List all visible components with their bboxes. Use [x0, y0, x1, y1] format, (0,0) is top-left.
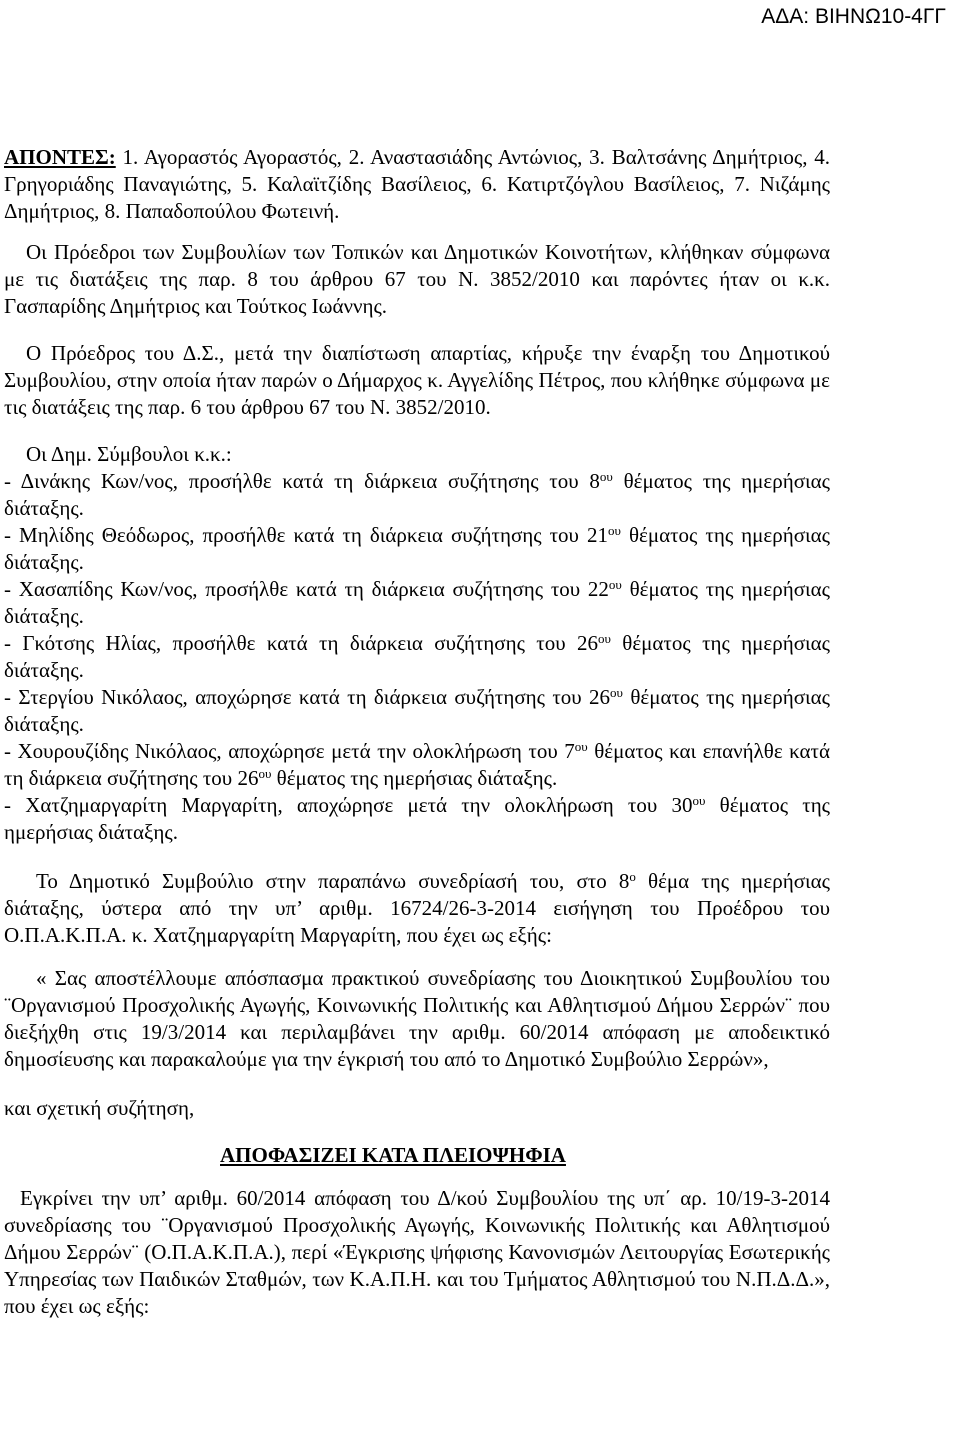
ordinal-suffix: ου	[574, 739, 588, 754]
councillors-intro: Οι Δημ. Σύμβουλοι κ.κ.:	[26, 442, 232, 466]
ordinal-suffix: ου	[597, 631, 611, 646]
ordinal-suffix: ου	[608, 577, 622, 592]
list-item	[4, 522, 830, 576]
absent-list: 1. Αγοραστός Αγοραστός, 2. Αναστασιάδης Αντώνιος, 3. Βαλτσάνης Δημήτριος, 4. Γρηγοριάδης Παναγιώτης, 5. Καλαϊτζίδης Βασίλειος, 6. Κατιρτζόγλου Βασίλειος, 7. Νιζάμης Δημήτριος, 8. Παπαδοπούλου Φωτεινή.	[4, 145, 830, 223]
ordinal-suffix: ου	[599, 469, 613, 484]
list-item-text: θέματος της ημερήσιας διάταξης.	[4, 523, 830, 574]
list-item	[4, 468, 830, 522]
list-item-text: - Χασαπίδης Κων/νος, προσήλθε κατά τη διάρκεια συζήτησης του 22	[4, 577, 609, 601]
list-item-text: θέματος της ημερήσιας διάταξης.	[4, 793, 830, 844]
chair-paragraph: Ο Πρόεδρος του Δ.Σ., μετά την διαπίστωση απαρτίας, κήρυξε την έναρξη του Δημοτικού Συμβουλίου, στην οποία ήταν παρών ο Δήμαρχος κ. Αγγελίδης Πέτρος, που κλήθηκε σύμφωνα με τις διατάξεις της παρ. 6 του άρθρου 67 του Ν. 3852/2010.	[4, 341, 830, 419]
council-paragraph	[4, 868, 830, 949]
list-item-text: - Μηλίδης Θεόδωρος, προσήλθε κατά τη διάρκεια συζήτησης του 21	[4, 523, 608, 547]
list-item-text: θέματος και επανήλθε κατά τη διάρκεια συζήτησης του 26	[4, 739, 830, 790]
list-item-text: - Δινάκης Κων/νος, προσήλθε κατά τη διάρκεια συζήτησης του 8	[4, 469, 600, 493]
absent-paragraph	[4, 144, 830, 225]
list-item-text: θέματος της ημερήσιας διάταξης.	[4, 685, 830, 736]
list-item	[4, 630, 830, 684]
ada-header: ΑΔΑ: ΒΙΗΝΩ10-4ΓΓ	[761, 5, 946, 28]
ordinal-suffix: ου	[258, 766, 272, 781]
document-body	[4, 144, 830, 1320]
list-item-text: θέματος της ημερήσιας διάταξης.	[4, 469, 830, 520]
ordinal-suffix: ου	[692, 793, 706, 808]
list-item-text: θέματος της ημερήσιας διάταξης.	[4, 577, 830, 628]
council-text: Το Δημοτικό Συμβούλιο στην παραπάνω συνεδρίασή του, στο 8	[36, 869, 630, 893]
ordinal-suffix: ου	[608, 523, 621, 538]
decision-heading: ΑΠΟΦΑΣΙΖΕΙ ΚΑΤΑ ΠΛΕΙΟΨΗΦΙΑ	[220, 1143, 566, 1167]
ordinal-suffix: ο	[629, 869, 636, 884]
list-item	[4, 684, 830, 738]
list-item	[4, 792, 830, 846]
list-item-text: - Χουρουζίδης Νικόλαος, αποχώρησε μετά την ολοκλήρωση του 7	[4, 739, 575, 763]
list-item	[4, 738, 830, 792]
approval-paragraph: Εγκρίνει την υπ’ αριθμ. 60/2014 απόφαση του Δ/κού Συμβουλίου της υπ΄ αρ. 10/19-3-2014 συνεδρίασης του ¨Οργανισμού Προσχολικής Αγωγής, Κοινωνικής Πολιτικής και Αθλητισμού Δήμου Σερρών¨ (Ο.Π.Α.Κ.Π.Α.), περί «Έγκρισης ψήφισης Κανονισμών Λειτουργίας Εσωτερικής Υπηρεσίας των Παιδικών Σταθμών, των Κ.Α.Π.Η. και του Τμήματος Αθλητισμού του Ν.Π.Δ.Δ.», που έχει ως εξής:	[4, 1186, 830, 1318]
presidents-paragraph: Οι Πρόεδροι των Συμβουλίων των Τοπικών και Δημοτικών Κοινοτήτων, κλήθηκαν σύμφωνα με τις διατάξεις της παρ. 8 του άρθρου 67 του Ν. 3852/2010 και παρόντες ήταν οι κ.κ. Γασπαρίδης Δημήτριος και Τούτκος Ιωάννης.	[4, 240, 830, 318]
discussion-line: και σχετική συζήτηση,	[4, 1096, 195, 1120]
list-item-text: θέματος της ημερήσιας διάταξης.	[4, 631, 830, 682]
list-item	[4, 576, 830, 630]
quote-paragraph: « Σας αποστέλλουμε απόσπασμα πρακτικού συνεδρίασης του Διοικητικού Συμβουλίου του ¨Οργανισμού Προσχολικής Αγωγής, Κοινωνικής Πολιτικής και Αθλητισμού Δήμου Σερρών¨ που διεξήχθη στις 19/3/2014 και περιλαμβάνει την αριθμ. 60/2014 απόφαση με αποδεικτικό δημοσίευσης και παρακαλούμε για την έγκρισή του από το Δημοτικό Συμβούλιο Σερρών»,	[4, 966, 830, 1071]
absent-label: ΑΠΟΝΤΕΣ:	[4, 145, 116, 169]
ordinal-suffix: ου	[610, 685, 623, 700]
list-item-text: - Στεργίου Νικόλαος, αποχώρησε κατά τη διάρκεια συζήτησης του 26	[4, 685, 611, 709]
council-text: θέμα της ημερήσιας διάταξης, ύστερα από την υπ’ αριθμ. 16724/26-3-2014 εισήγηση του Προέδρου του Ο.Π.Α.Κ.Π.Α. κ. Χατζημαργαρίτη Μαργαρίτη, που έχει ως εξής:	[4, 869, 830, 947]
list-item-text: - Γκότσης Ηλίας, προσήλθε κατά τη διάρκεια συζήτησης του 26	[4, 631, 598, 655]
list-item-text: θέματος της ημερήσιας διάταξης.	[271, 766, 558, 790]
list-item-text: - Χατζημαργαρίτη Μαργαρίτη, αποχώρησε μετά την ολοκλήρωση του 30	[4, 793, 693, 817]
councillors-list	[4, 441, 830, 846]
